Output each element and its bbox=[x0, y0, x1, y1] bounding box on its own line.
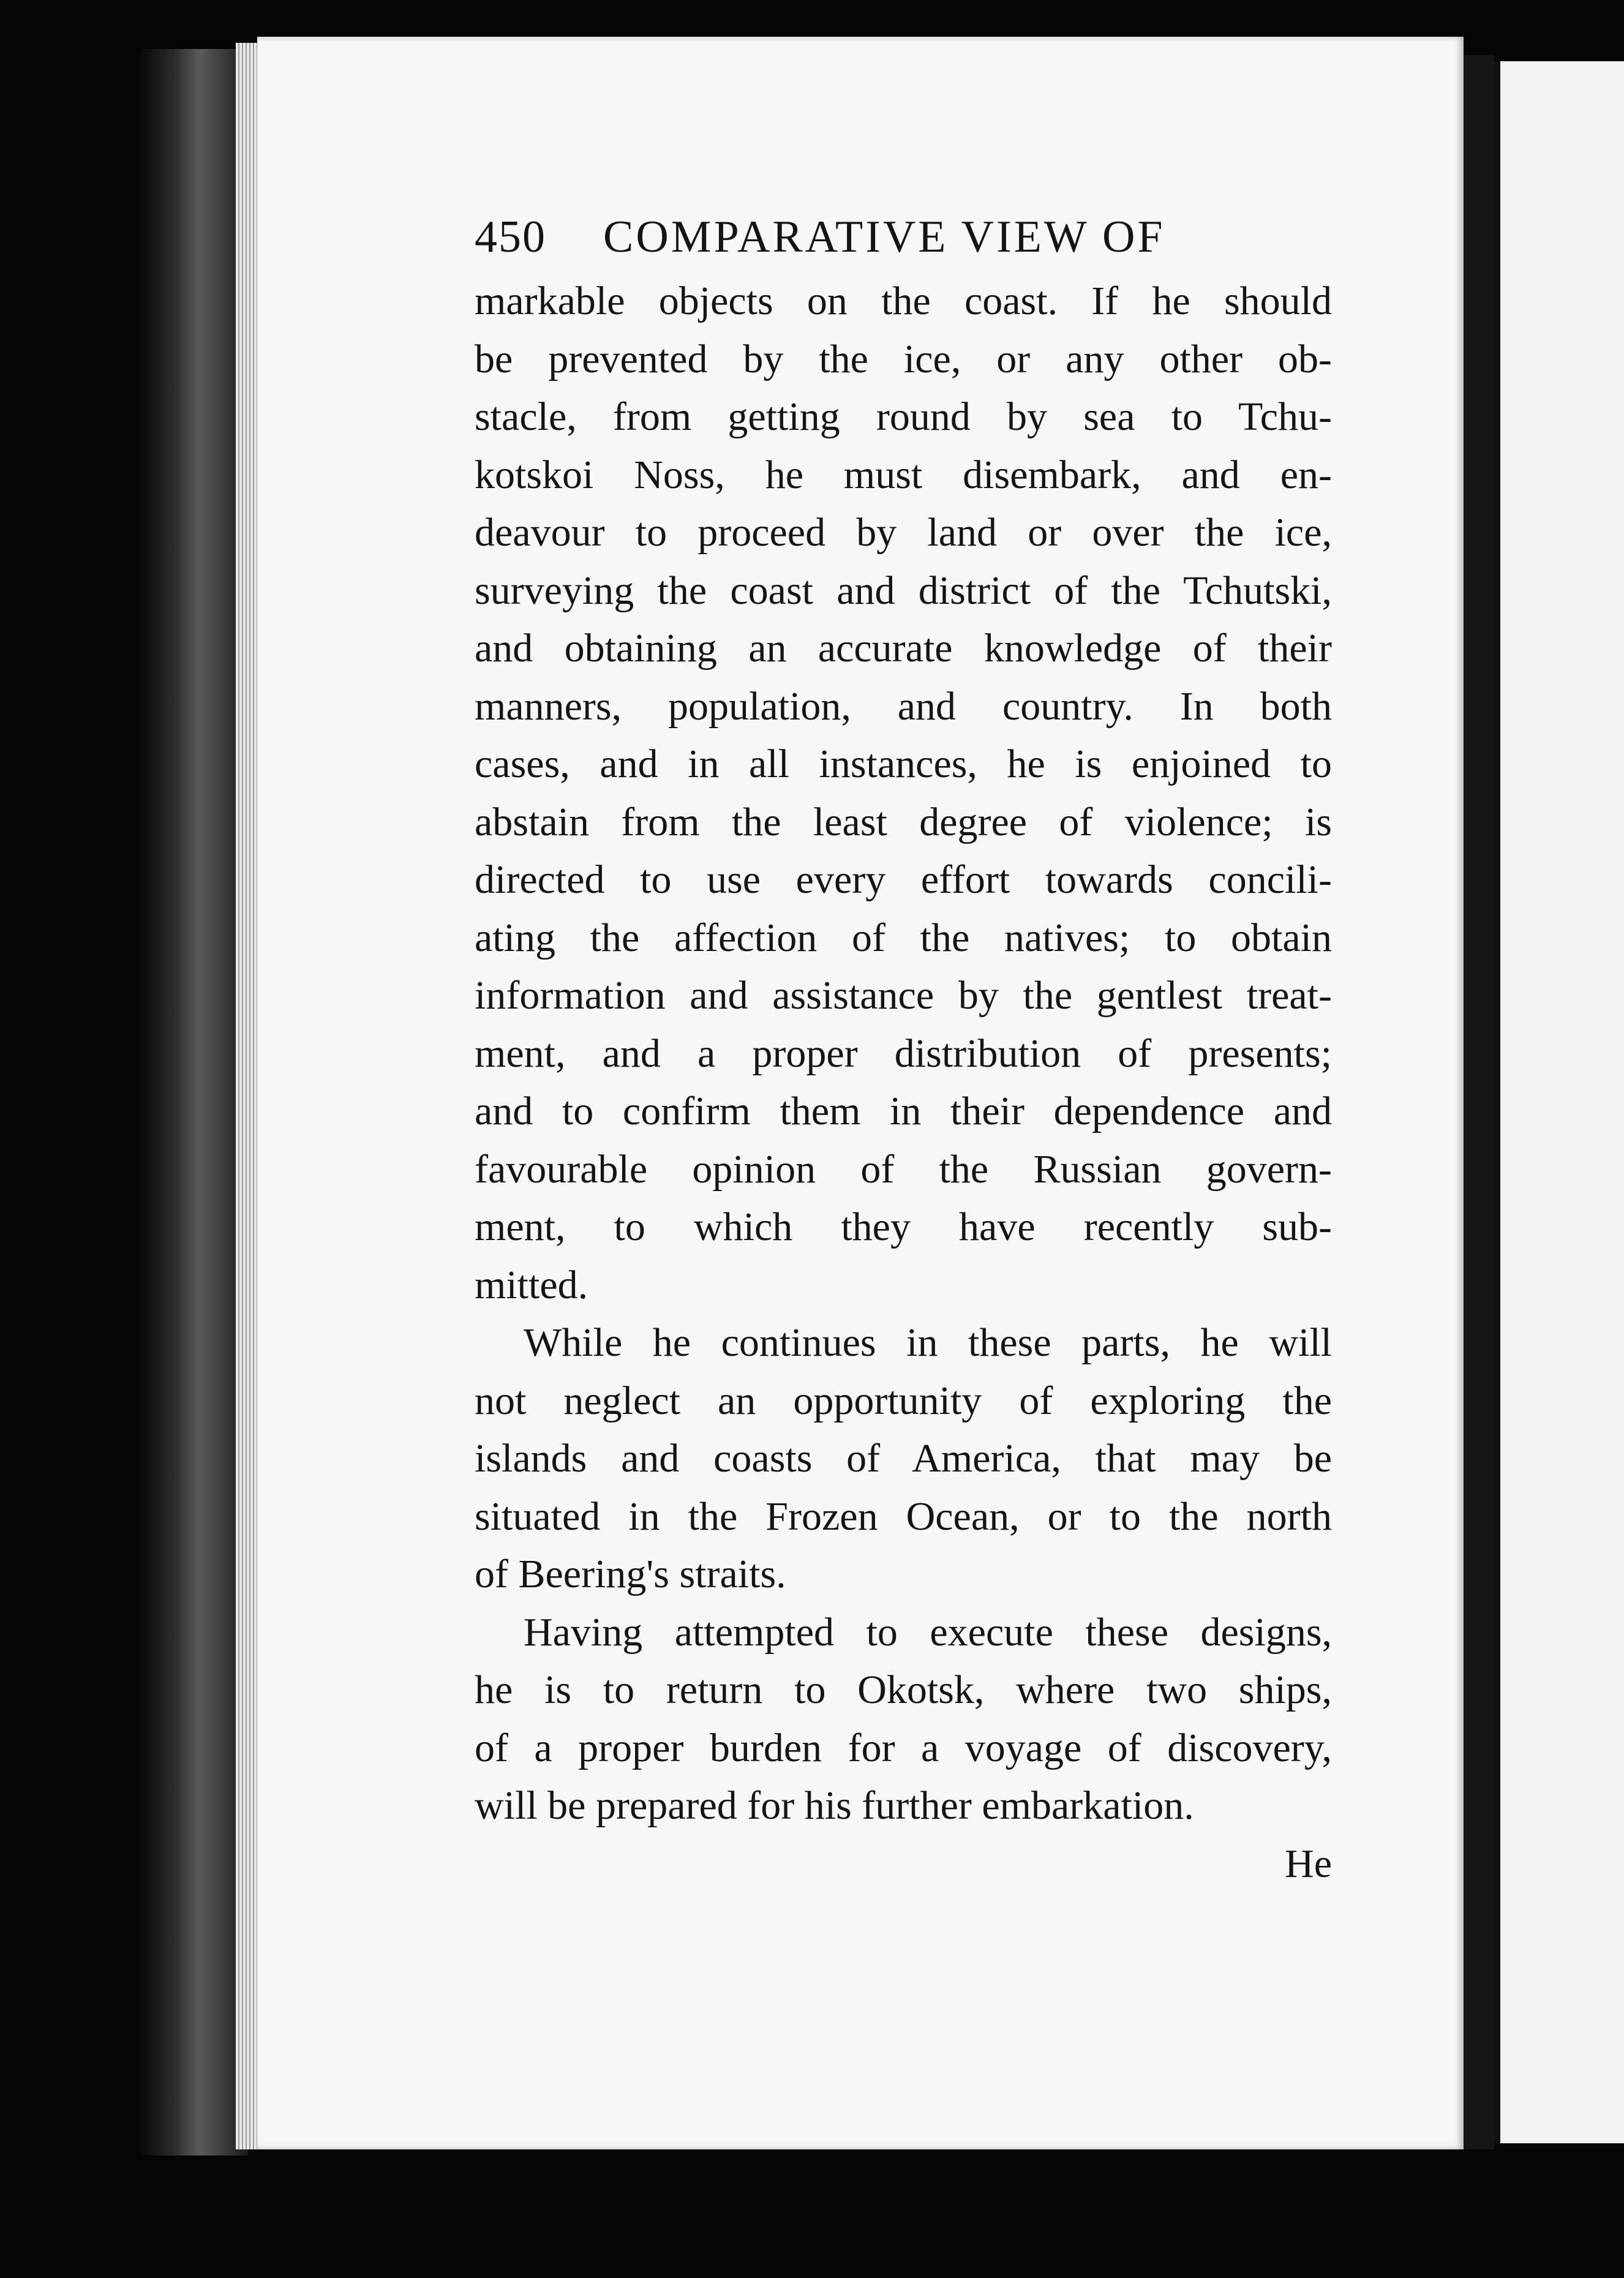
text-line: markable objects on the coast. If he should bbox=[475, 279, 1332, 323]
text-line: of Beering's straits. bbox=[475, 1552, 786, 1596]
text-line: deavour to proceed by land or over the ice, bbox=[475, 510, 1332, 555]
text-line: ment, and a proper distribution of presents; bbox=[475, 1031, 1332, 1076]
paragraph bbox=[475, 1604, 1332, 1835]
text-line: directed to use every effort towards concili- bbox=[475, 857, 1332, 902]
body-text bbox=[475, 273, 1332, 1835]
facing-page-edge bbox=[1494, 61, 1624, 2143]
page-content bbox=[475, 211, 1332, 1893]
text-line: mitted. bbox=[475, 1262, 588, 1307]
book-spine bbox=[141, 49, 248, 2156]
text-line: ating the affection of the natives; to obtain bbox=[475, 915, 1332, 960]
text-line: he is to return to Okotsk, where two ships, bbox=[475, 1667, 1332, 1712]
text-line: surveying the coast and district of the Tchutski, bbox=[475, 568, 1332, 613]
text-line: islands and coasts of America, that may be bbox=[475, 1436, 1332, 1481]
text-line: While he continues in these parts, he will bbox=[524, 1320, 1332, 1365]
running-title: COMPARATIVE VIEW OF bbox=[603, 212, 1165, 262]
text-line: of a proper burden for a voyage of discovery, bbox=[475, 1725, 1332, 1770]
text-line: cases, and in all instances, he is enjoined to bbox=[475, 742, 1332, 786]
text-line: will be prepared for his further embarkation. bbox=[475, 1783, 1194, 1828]
text-line: ment, to which they have recently sub- bbox=[475, 1205, 1332, 1249]
text-line: stacle, from getting round by sea to Tchu- bbox=[475, 394, 1332, 439]
running-head bbox=[475, 211, 1332, 273]
paragraph bbox=[475, 1314, 1332, 1604]
gutter-shadow bbox=[1464, 55, 1494, 2149]
text-line: Having attempted to execute these designs, bbox=[524, 1609, 1332, 1655]
text-line: manners, population, and country. In both bbox=[475, 683, 1332, 729]
paragraph bbox=[475, 273, 1332, 1314]
text-line: favourable opinion of the Russian govern- bbox=[475, 1146, 1332, 1192]
text-line: kotskoi Noss, he must disembark, and en- bbox=[475, 452, 1332, 497]
text-line: situated in the Frozen Ocean, or to the north bbox=[475, 1494, 1332, 1539]
page-number: 450 bbox=[475, 212, 546, 262]
text-line: not neglect an opportunity of exploring the bbox=[475, 1378, 1332, 1423]
text-line: and to confirm them in their dependence and bbox=[475, 1089, 1332, 1133]
text-line: abstain from the least degree of violence; is bbox=[475, 799, 1332, 844]
catchword: He bbox=[1285, 1841, 1332, 1886]
text-line: information and assistance by the gentlest treat- bbox=[475, 973, 1332, 1018]
text-line: be prevented by the ice, or any other ob- bbox=[475, 336, 1332, 382]
text-line: and obtaining an accurate knowledge of their bbox=[475, 626, 1332, 671]
